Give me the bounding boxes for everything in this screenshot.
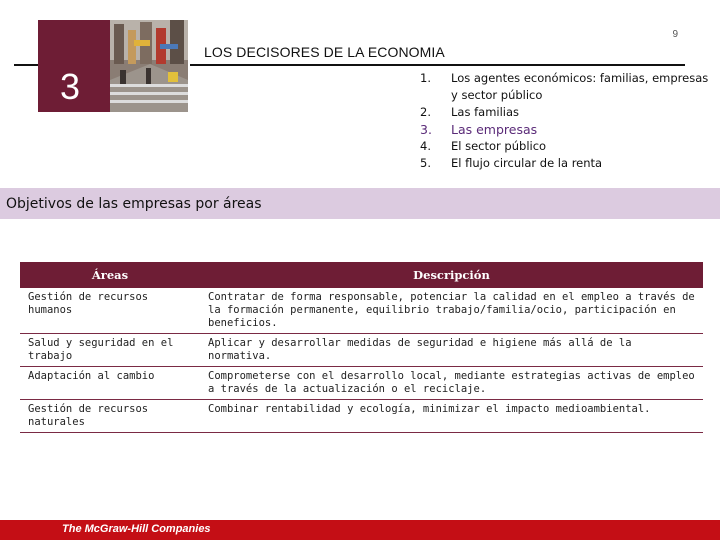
toc-item-number: 2. <box>420 105 431 119</box>
footer-bar <box>0 520 720 540</box>
objectives-table <box>20 262 703 433</box>
header-areas: Áreas <box>20 262 200 288</box>
toc-item-text: El sector público <box>451 139 547 153</box>
table-row <box>20 288 703 334</box>
objective-bar <box>0 188 720 219</box>
toc-item-number: 4. <box>420 139 431 153</box>
toc-item-active[interactable] <box>420 121 710 138</box>
area-cell: Adaptación al cambio <box>20 367 200 400</box>
toc-item-number: 3. <box>420 122 432 137</box>
table-header-row <box>20 262 703 288</box>
description-cell: Aplicar y desarrollar medidas de seguridad e higiene más allá de la normativa. <box>200 334 703 367</box>
chapter-number: 3 <box>60 66 81 107</box>
area-cell: Salud y seguridad en el trabajo <box>20 334 200 367</box>
description-cell: Comprometerse con el desarrollo local, mediante estrategias activas de empleo a través de la actualización o el reciclaje. <box>200 367 703 400</box>
toc-item[interactable] <box>420 138 710 155</box>
area-cell: Gestión de recursos humanos <box>20 288 200 334</box>
table-row <box>20 334 703 367</box>
city-street-photo <box>110 20 188 112</box>
chapter-title: LOS DECISORES DE LA ECONOMIA <box>204 44 445 60</box>
area-cell: Gestión de recursos naturales <box>20 400 200 433</box>
toc-item[interactable] <box>420 70 710 104</box>
brand-name: McGraw-Hill <box>84 523 149 535</box>
toc-item-text: Las familias <box>451 105 520 119</box>
chapter-block <box>38 20 188 112</box>
toc-item-number: 5. <box>420 156 431 170</box>
chapter-rule-left <box>14 64 38 66</box>
header-description: Descripción <box>200 262 703 288</box>
toc-item-text: El flujo circular de la renta <box>451 156 603 170</box>
publisher-logo <box>62 523 211 535</box>
toc-item-text: Las empresas <box>451 122 538 137</box>
table-row <box>20 400 703 433</box>
description-cell: Combinar rentabilidad y ecología, minimizar el impacto medioambiental. <box>200 400 703 433</box>
toc-item-text: Los agentes económicos: familias, empresas y sector público <box>451 71 709 102</box>
toc-item[interactable] <box>420 155 710 172</box>
section-title: Objetivos de las empresas por áreas <box>6 196 262 212</box>
brand-suffix: Companies <box>148 523 211 535</box>
toc-item-number: 1. <box>420 71 431 85</box>
table-row <box>20 367 703 400</box>
chapter-rule-right <box>190 64 685 66</box>
brand-prefix: The <box>62 523 85 535</box>
page-number: 9 <box>672 29 678 40</box>
description-cell: Contratar de forma responsable, potenciar la calidad en el empleo a través de la formación permanente, equilibrio trabajo/familia/ocio, participación en beneficios. <box>200 288 703 334</box>
toc-list <box>420 70 710 172</box>
toc-item[interactable] <box>420 104 710 121</box>
